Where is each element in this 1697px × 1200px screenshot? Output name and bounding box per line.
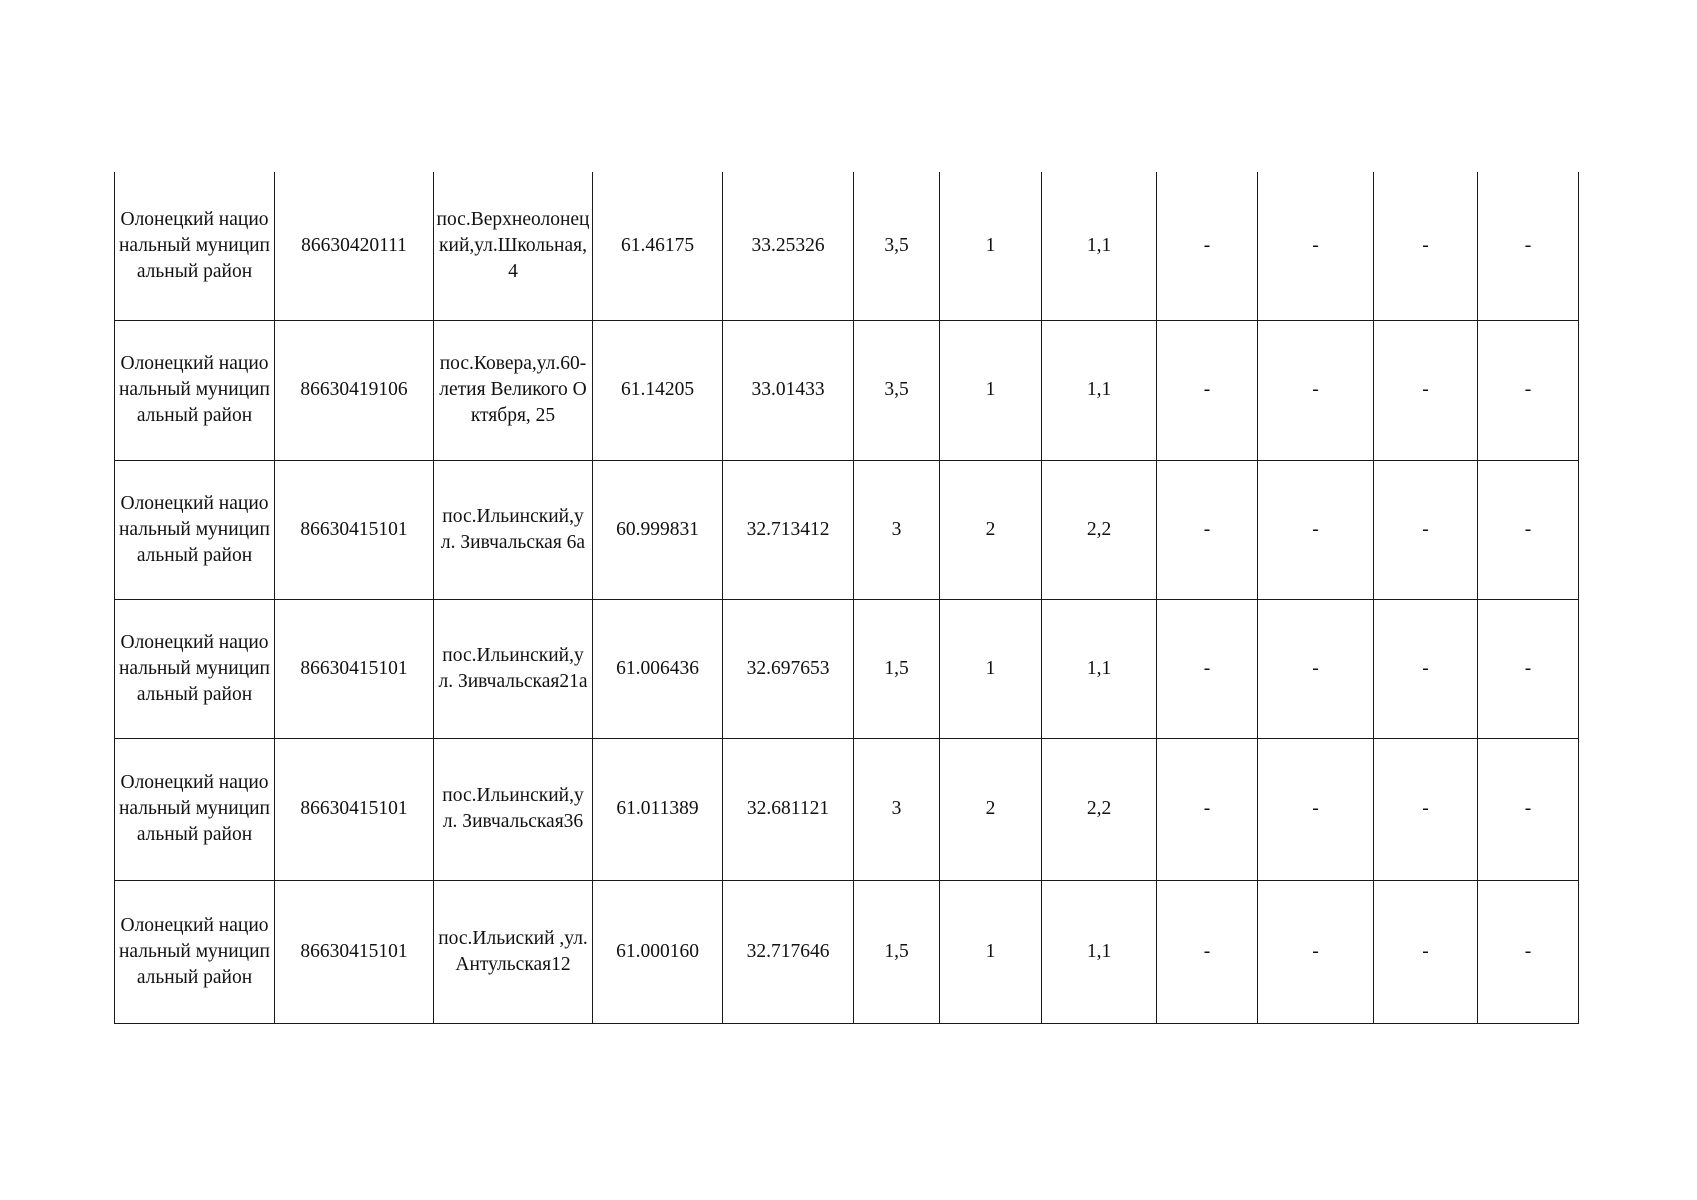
container-sites-table — [114, 172, 1579, 1024]
value-cell: - — [1374, 599, 1478, 738]
latitude-cell: 61.46175 — [593, 172, 723, 320]
oktmo-cell: 86630415101 — [275, 880, 434, 1023]
volume-cell: 1,1 — [1042, 172, 1157, 320]
longitude-cell: 32.681121 — [723, 738, 854, 880]
volume-cell: 2,2 — [1042, 460, 1157, 599]
value-cell: - — [1478, 599, 1579, 738]
value-cell: - — [1478, 460, 1579, 599]
table-row — [115, 880, 1579, 1023]
value-cell: - — [1374, 738, 1478, 880]
district-cell: Олонецкий национальный муниципальный район — [115, 599, 275, 738]
value-cell: - — [1374, 880, 1478, 1023]
table-row — [115, 320, 1579, 460]
address-cell: пос.Ильинский,ул. Зивчальская21а — [434, 599, 593, 738]
value-cell: - — [1157, 738, 1258, 880]
containers-cell: 2 — [940, 738, 1042, 880]
area-cell: 3 — [854, 460, 940, 599]
value-cell: - — [1478, 172, 1579, 320]
area-cell: 1,5 — [854, 599, 940, 738]
address-cell: пос.Ильинский,ул. Зивчальская 6а — [434, 460, 593, 599]
area-cell: 1,5 — [854, 880, 940, 1023]
volume-cell: 1,1 — [1042, 599, 1157, 738]
table-row — [115, 460, 1579, 599]
oktmo-cell: 86630415101 — [275, 738, 434, 880]
longitude-cell: 32.713412 — [723, 460, 854, 599]
oktmo-cell: 86630420111 — [275, 172, 434, 320]
district-cell: Олонецкий национальный муниципальный район — [115, 320, 275, 460]
longitude-cell: 33.25326 — [723, 172, 854, 320]
containers-cell: 1 — [940, 172, 1042, 320]
containers-cell: 1 — [940, 599, 1042, 738]
oktmo-cell: 86630415101 — [275, 460, 434, 599]
containers-cell: 1 — [940, 880, 1042, 1023]
longitude-cell: 32.697653 — [723, 599, 854, 738]
value-cell: - — [1478, 738, 1579, 880]
value-cell: - — [1374, 172, 1478, 320]
value-cell: - — [1258, 172, 1374, 320]
value-cell: - — [1157, 599, 1258, 738]
address-cell: пос.Ильинский,ул. Зивчальская36 — [434, 738, 593, 880]
value-cell: - — [1374, 460, 1478, 599]
containers-cell: 2 — [940, 460, 1042, 599]
value-cell: - — [1478, 320, 1579, 460]
oktmo-cell: 86630419106 — [275, 320, 434, 460]
oktmo-cell: 86630415101 — [275, 599, 434, 738]
address-cell: пос.Ильиский ,ул. Антульская12 — [434, 880, 593, 1023]
table-row — [115, 599, 1579, 738]
address-cell: пос.Ковера,ул.60-летия Великого Октября, 25 — [434, 320, 593, 460]
table-row — [115, 738, 1579, 880]
district-cell: Олонецкий национальный муниципальный район — [115, 172, 275, 320]
latitude-cell: 61.14205 — [593, 320, 723, 460]
value-cell: - — [1478, 880, 1579, 1023]
address-cell: пос.Верхнеолонецкий,ул.Школьная, 4 — [434, 172, 593, 320]
value-cell: - — [1157, 460, 1258, 599]
volume-cell: 2,2 — [1042, 738, 1157, 880]
district-cell: Олонецкий национальный муниципальный район — [115, 460, 275, 599]
latitude-cell: 61.006436 — [593, 599, 723, 738]
volume-cell: 1,1 — [1042, 880, 1157, 1023]
longitude-cell: 32.717646 — [723, 880, 854, 1023]
value-cell: - — [1258, 880, 1374, 1023]
value-cell: - — [1374, 320, 1478, 460]
latitude-cell: 61.011389 — [593, 738, 723, 880]
value-cell: - — [1258, 320, 1374, 460]
value-cell: - — [1157, 320, 1258, 460]
area-cell: 3,5 — [854, 320, 940, 460]
value-cell: - — [1157, 172, 1258, 320]
district-cell: Олонецкий национальный муниципальный район — [115, 738, 275, 880]
area-cell: 3,5 — [854, 172, 940, 320]
latitude-cell: 60.999831 — [593, 460, 723, 599]
value-cell: - — [1157, 880, 1258, 1023]
containers-cell: 1 — [940, 320, 1042, 460]
area-cell: 3 — [854, 738, 940, 880]
district-cell: Олонецкий национальный муниципальный район — [115, 880, 275, 1023]
value-cell: - — [1258, 599, 1374, 738]
table-row — [115, 172, 1579, 320]
value-cell: - — [1258, 460, 1374, 599]
longitude-cell: 33.01433 — [723, 320, 854, 460]
volume-cell: 1,1 — [1042, 320, 1157, 460]
value-cell: - — [1258, 738, 1374, 880]
latitude-cell: 61.000160 — [593, 880, 723, 1023]
